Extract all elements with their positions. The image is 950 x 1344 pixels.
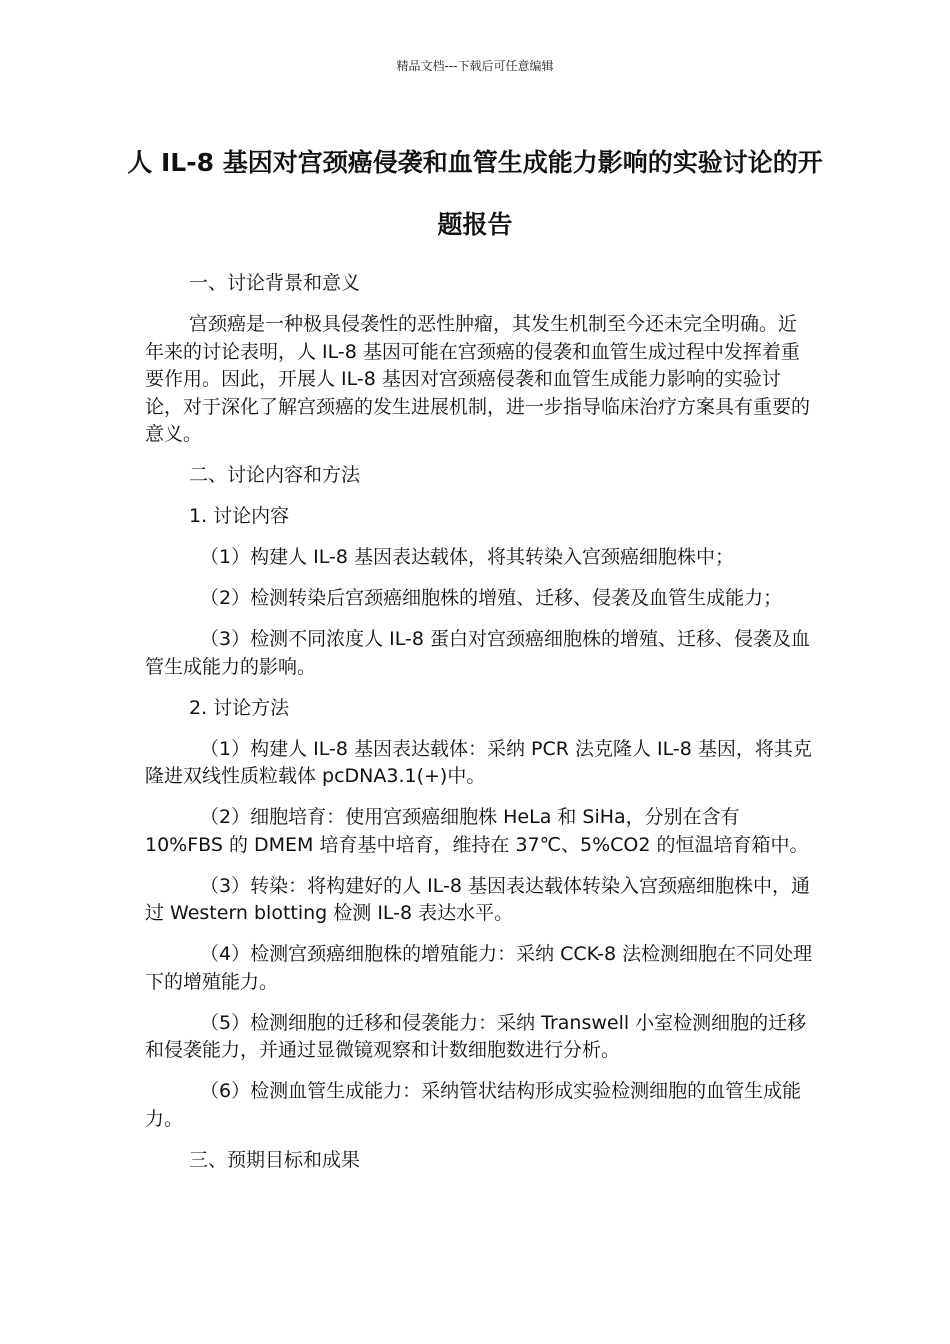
content-item-1: （1）构建人 IL-8 基因表达载体，将其转染入宫颈癌细胞株中； [200, 546, 734, 568]
header-note: 精品文档---下载后可任意编辑 [396, 59, 554, 73]
section-heading-content-methods: 二、讨论内容和方法 [189, 464, 361, 486]
section-heading-background: 一、讨论背景和意义 [189, 272, 361, 294]
method-item-1: （1）构建人 IL-8 基因表达载体：采纳 PCR 法克隆人 IL-8 基因，将其克隆进双线性质粒载体 pcDNA3.1(+)中。 [145, 737, 812, 787]
method-item-6: （6）检测血管生成能力：采纳管状结构形成实验检测细胞的血管生成能力。 [145, 1080, 802, 1130]
background-paragraph: 宫颈癌是一种极具侵袭性的恶性肿瘤，其发生机制至今还未完全明确。近年来的讨论表明，人 IL-8 基因可能在宫颈癌的侵袭和血管生成过程中发挥着重要作用。因此，开展人 IL-8 基因对宫颈癌侵袭和血管生成能力影响的实验讨论，对于深化了解宫颈癌的发生进展机制，进一步指导临床治疗方案具有重要的意义。 [145, 313, 811, 445]
method-item-2: （2）细胞培育：使用宫颈癌细胞株 HeLa 和 SiHa，分别在含有 10%FBS 的 DMEM 培育基中培育，维持在 37℃、5%CO2 的恒温培育箱中。 [145, 806, 809, 856]
subheading-research-methods: 2. 讨论方法 [189, 696, 290, 719]
method-item-5: （5）检测细胞的迁移和侵袭能力：采纳 Transwell 小室检测细胞的迁移和侵袭能力，并通过显微镜观察和计数细胞数进行分析。 [145, 1011, 807, 1061]
method-item-4: （4）检测宫颈癌细胞株的增殖能力：采纳 CCK-8 法检测细胞在不同处理下的增殖能力。 [145, 943, 813, 993]
section-heading-expected-outcomes: 三、预期目标和成果 [189, 1148, 361, 1171]
content-item-2: （2）检测转染后宫颈癌细胞株的增殖、迁移、侵袭及血管生成能力； [200, 587, 783, 609]
document-body [145, 270, 815, 1188]
method-item-3: （3）转染：将构建好的人 IL-8 基因表达载体转染入宫颈癌细胞株中，通过 Western blotting 检测 IL-8 表达水平。 [145, 874, 810, 924]
subheading-research-content: 1. 讨论内容 [189, 505, 290, 527]
document-title: 人 IL-8 基因对宫颈癌侵袭和血管生成能力影响的实验讨论的开题报告 [127, 148, 823, 239]
content-item-3: （3）检测不同浓度人 IL-8 蛋白对宫颈癌细胞株的增殖、迁移、侵袭及血管生成能力的影响。 [145, 628, 810, 678]
